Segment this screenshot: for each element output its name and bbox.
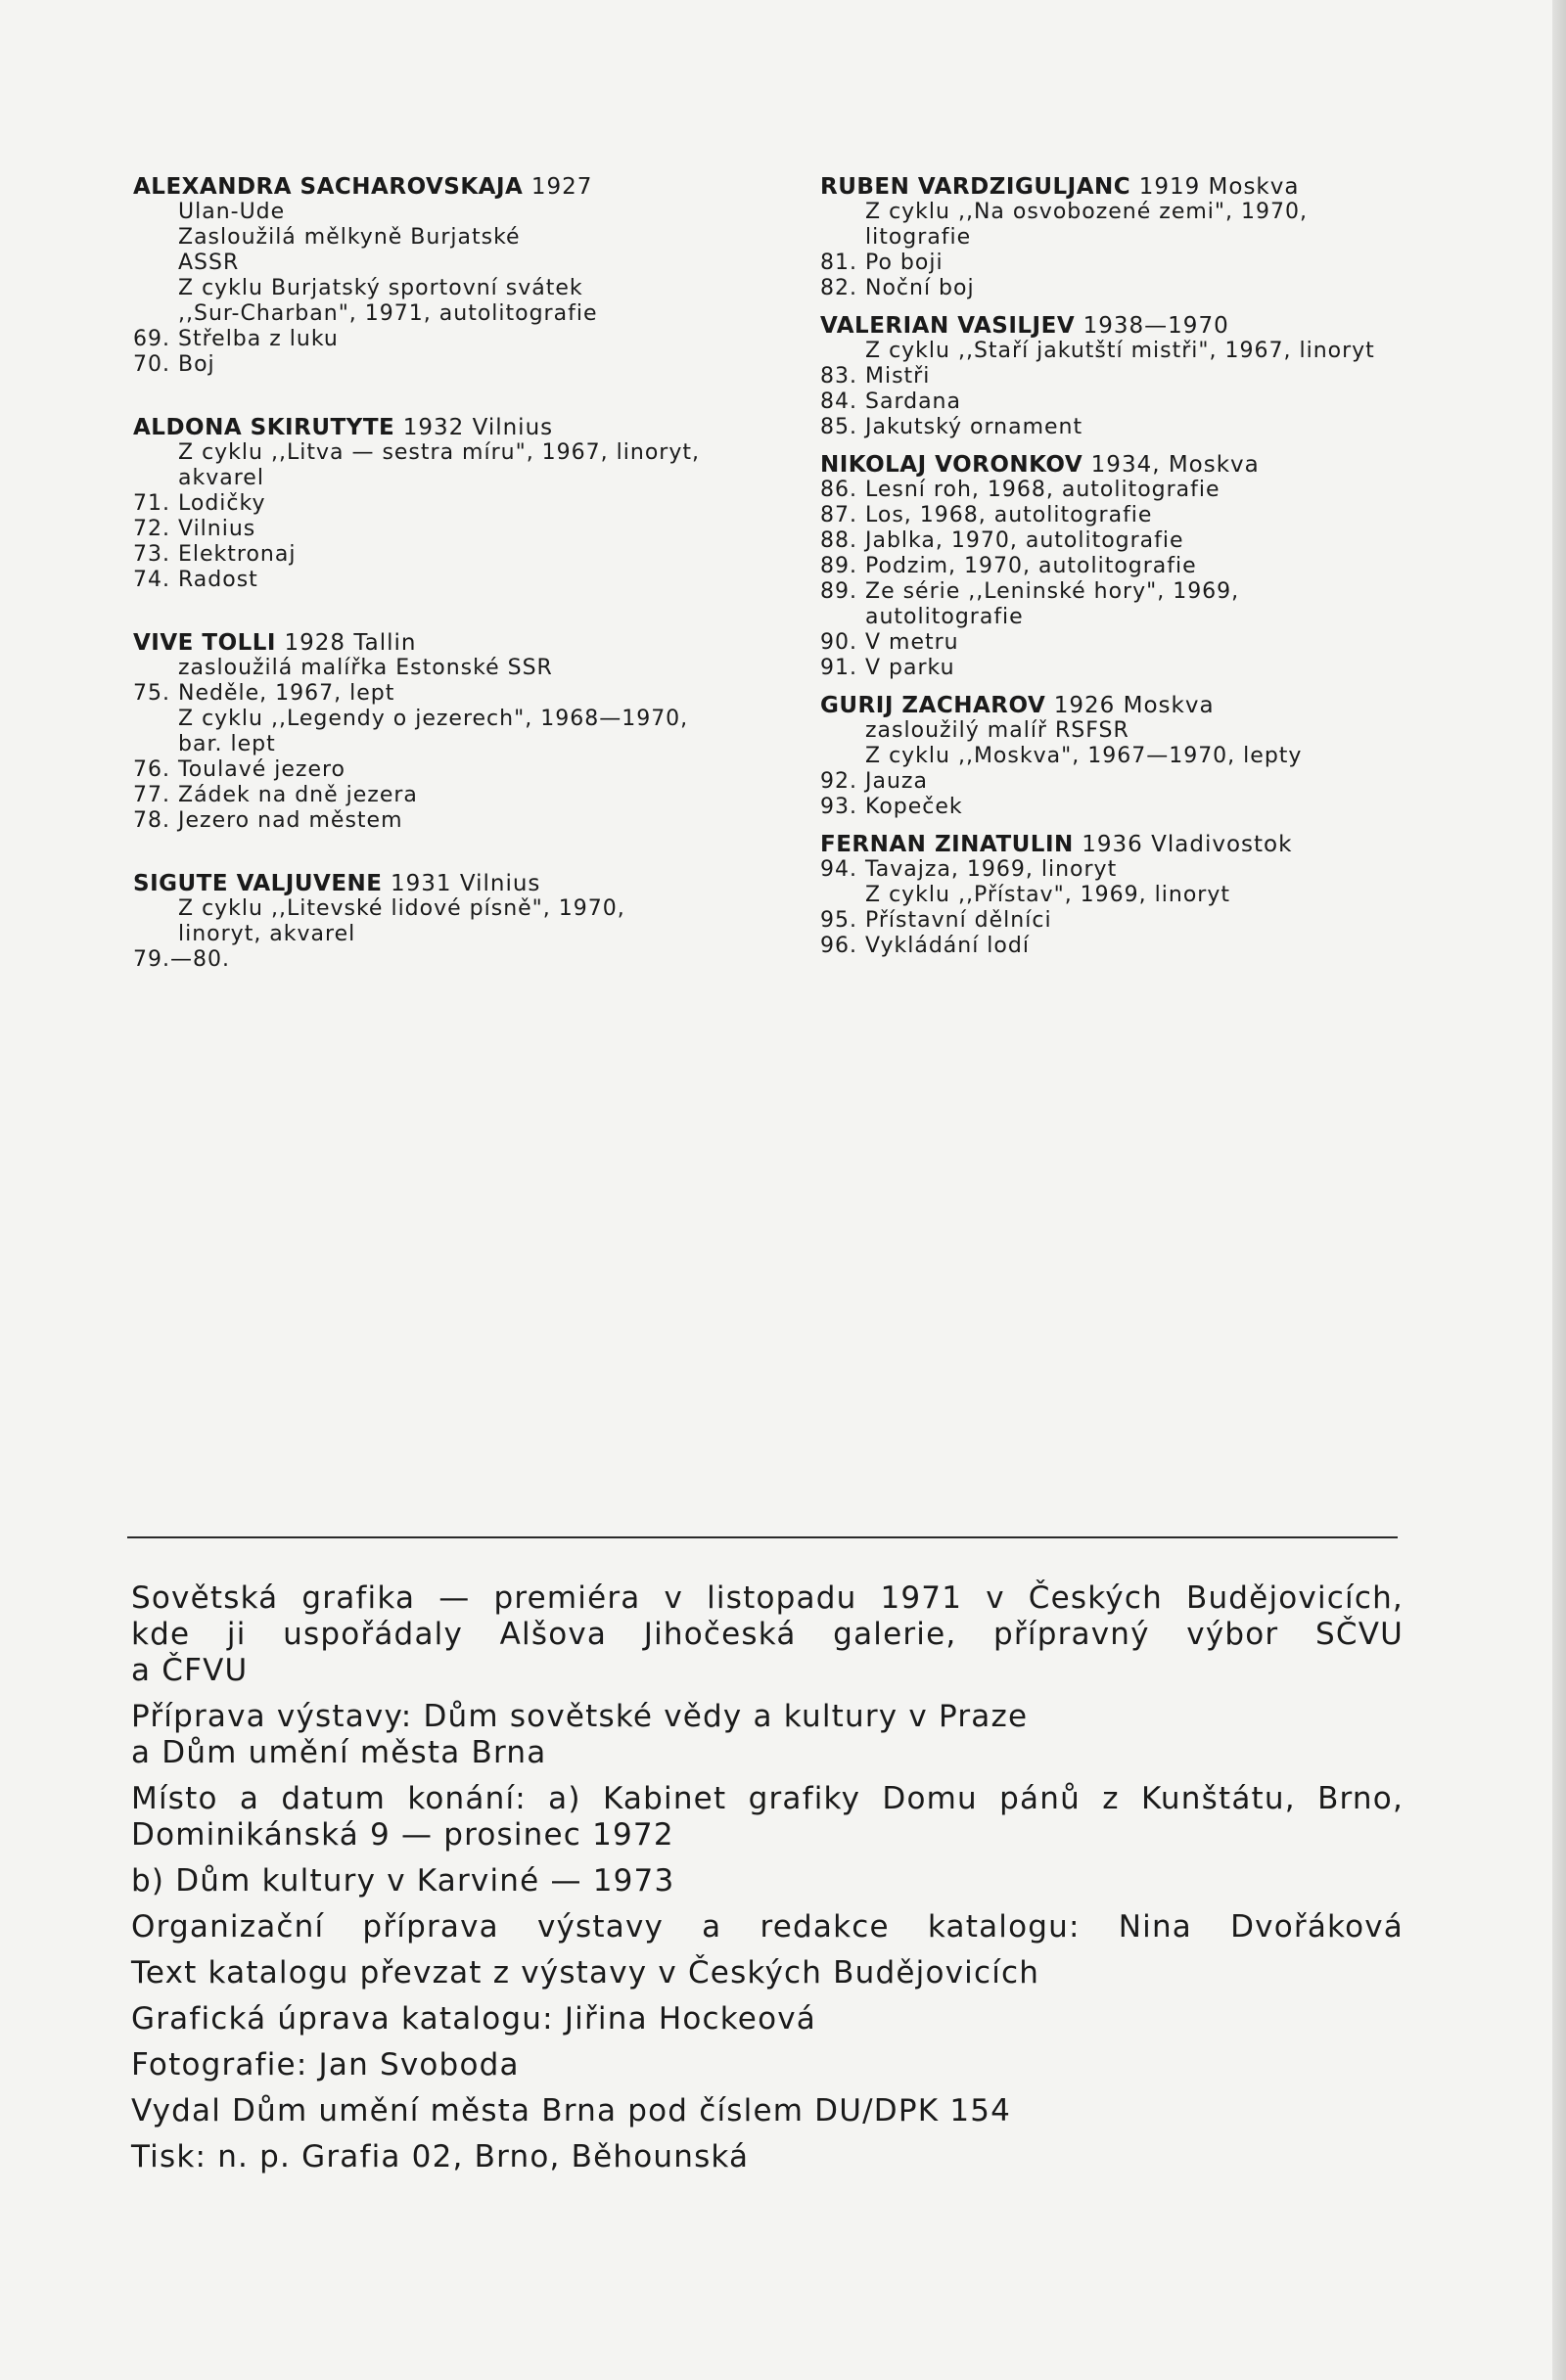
artist-heading	[820, 832, 1505, 857]
work-item	[820, 276, 1505, 301]
work-number	[133, 707, 178, 732]
work-item	[820, 769, 1505, 795]
work-item	[133, 707, 760, 732]
artist-name: FERNAN ZINATULIN	[820, 832, 1074, 857]
work-title: Jezero nad městem	[178, 808, 403, 833]
page-edge	[1552, 0, 1566, 2380]
work-item	[820, 554, 1505, 579]
artist-heading	[820, 693, 1505, 718]
work-number: 73.	[133, 542, 170, 567]
work-title: Střelba z luku	[178, 327, 339, 351]
work-title: Ze série ,,Leninské hory", 1969,	[865, 579, 1240, 604]
colophon-line: Organizační příprava výstavy a redakce katalogu: Nina Dvořáková	[131, 1909, 1404, 1945]
artist-meta: 1931 Vilnius	[391, 871, 541, 896]
artist-name: RUBEN VARDZIGULJANC	[820, 174, 1131, 200]
artist-info-line: Z cyklu ,,Na osvobozené zemi", 1970,	[865, 200, 1308, 224]
work-item	[133, 568, 760, 593]
colophon-line: Sovětská grafika — premiéra v listopadu 1971 v Českých Budějovicích,	[131, 1580, 1404, 1616]
work-title: Z cyklu ,,Legendy o jezerech", 1968—1970,	[178, 707, 689, 731]
artist-entry	[133, 871, 760, 973]
work-title: Sardana	[865, 389, 961, 414]
artist-meta: 1932 Vilnius	[402, 415, 554, 440]
work-title: Jauza	[865, 769, 928, 794]
work-title: Tavajza, 1969, linoryt	[865, 857, 1118, 882]
work-number: 89.	[820, 579, 857, 604]
artist-heading	[820, 452, 1505, 478]
work-title: Mistři	[865, 364, 931, 389]
work-number: 77.	[133, 783, 170, 807]
work-title: Jakutský ornament	[865, 415, 1083, 439]
artist-meta: 1936 Vladivostok	[1082, 832, 1293, 857]
work-number: 93.	[820, 795, 857, 819]
artist-info-line: litografie	[865, 225, 972, 250]
work-item	[133, 681, 760, 707]
artist-info-line: Z cyklu ,,Litevské lidové písně", 1970,	[178, 896, 625, 921]
work-number: 84.	[820, 389, 857, 414]
work-item	[820, 415, 1505, 440]
work-title: Elektronaj	[178, 542, 297, 567]
work-item	[820, 857, 1505, 883]
work-number: 88.	[820, 528, 857, 553]
artist-name: NIKOLAJ VORONKOV	[820, 452, 1083, 478]
work-number: 82.	[820, 276, 857, 300]
artist-info-line: zasloužilý malíř RSFSR	[865, 718, 1129, 743]
catalog-column-right	[820, 174, 1505, 959]
work-number	[820, 883, 865, 908]
work-item	[133, 732, 760, 757]
colophon-line: Místo a datum konání: a) Kabinet grafiky Domu pánů z Kunštátu, Brno,	[131, 1781, 1404, 1816]
work-item	[820, 364, 1505, 389]
work-item	[820, 389, 1505, 415]
artist-entry	[820, 832, 1505, 959]
artist-entry	[820, 313, 1505, 440]
work-title: Lodičky	[178, 491, 266, 516]
work-number: 72.	[133, 517, 170, 541]
artist-name: ALDONA SKIRUTYTE	[133, 415, 395, 440]
work-title: Zádek na dně jezera	[178, 783, 418, 807]
work-item	[820, 630, 1505, 656]
work-title: Vykládání lodí	[865, 934, 1030, 958]
work-number: 90.	[820, 630, 857, 655]
artist-info-line: linoryt, akvarel	[178, 922, 356, 946]
artist-name: VIVE TOLLI	[133, 630, 276, 656]
artist-entry	[820, 174, 1505, 301]
work-title: Kopeček	[865, 795, 963, 819]
work-number	[820, 605, 865, 630]
work-number: 69.	[133, 327, 170, 351]
divider-rule	[127, 1536, 1398, 1538]
work-title: Radost	[178, 568, 258, 592]
work-number: 70.	[133, 352, 170, 377]
colophon-line: Text katalogu převzat z výstavy v Českých Budějovicích	[131, 1955, 1040, 1991]
work-number: 76.	[133, 757, 170, 782]
artist-heading	[820, 174, 1505, 200]
artist-info-line: Ulan-Ude	[178, 200, 286, 224]
artist-info-line: akvarel	[178, 466, 264, 490]
work-number: 83.	[820, 364, 857, 389]
work-item	[133, 757, 760, 783]
work-title: Po boji	[865, 251, 944, 275]
work-item	[820, 883, 1505, 908]
artist-name: GURIJ ZACHAROV	[820, 693, 1046, 718]
work-item	[133, 783, 760, 808]
colophon-line: Příprava výstavy: Dům sovětské vědy a kultury v Praze	[131, 1699, 1029, 1734]
work-title: Lesní roh, 1968, autolitografie	[865, 478, 1221, 502]
artist-info-line: zasloužilá malířka Estonské SSR	[178, 656, 553, 680]
work-number: 95.	[820, 908, 857, 933]
artist-entry	[820, 452, 1505, 681]
work-item	[133, 517, 760, 542]
work-title: Přístavní dělníci	[865, 908, 1052, 933]
work-item	[820, 605, 1505, 630]
artist-entry	[820, 693, 1505, 820]
artist-info-line: Z cyklu ,,Staří jakutští mistři", 1967, linoryt	[865, 339, 1375, 363]
artist-info-line: Z cyklu Burjatský sportovní svátek	[178, 276, 583, 300]
work-number: 71.	[133, 491, 170, 516]
work-number	[133, 732, 178, 757]
artist-info-line: ASSR	[178, 251, 240, 275]
artist-heading	[820, 313, 1505, 339]
artist-info-line: Z cyklu ,,Moskva", 1967—1970, lepty	[865, 744, 1303, 768]
work-item	[133, 808, 760, 834]
work-title: autolitografie	[865, 605, 1024, 629]
work-number: 92.	[820, 769, 857, 794]
artist-heading	[133, 630, 760, 656]
work-title: V metru	[865, 630, 959, 655]
work-number: 79.—80.	[133, 947, 230, 972]
work-item	[133, 352, 760, 378]
colophon-line: Dominikánská 9 — prosinec 1972	[131, 1817, 674, 1853]
colophon-line: a ČFVU	[131, 1653, 249, 1688]
colophon-line: Vydal Dům umění města Brna pod číslem DU/DPK 154	[131, 2093, 1012, 2128]
work-number: 75.	[133, 681, 170, 706]
work-item	[820, 934, 1505, 959]
artist-meta: 1934, Moskva	[1090, 452, 1260, 478]
artist-name: SIGUTE VALJUVENE	[133, 871, 383, 896]
work-title: V parku	[865, 656, 955, 680]
work-number: 74.	[133, 568, 170, 592]
work-item	[820, 251, 1505, 276]
work-item	[820, 528, 1505, 554]
colophon-line: a Dům umění města Brna	[131, 1735, 547, 1770]
artist-entry	[133, 415, 760, 593]
work-title: Neděle, 1967, lept	[178, 681, 395, 706]
work-item	[133, 947, 760, 973]
work-item	[820, 503, 1505, 528]
artist-info-line: Zasloužilá mělkyně Burjatské	[178, 225, 521, 250]
artist-info-line: Z cyklu ,,Litva — sestra míru", 1967, linoryt,	[178, 440, 700, 465]
work-item	[820, 908, 1505, 934]
work-number: 91.	[820, 656, 857, 680]
work-item	[133, 327, 760, 352]
artist-heading	[133, 415, 760, 440]
work-item	[820, 478, 1505, 503]
artist-info-line: ,,Sur-Charban", 1971, autolitografie	[178, 301, 598, 326]
work-title: bar. lept	[178, 732, 276, 756]
work-title: Toulavé jezero	[178, 757, 345, 782]
catalog-column-left	[133, 174, 760, 973]
colophon	[131, 1580, 1404, 2185]
artist-name: ALEXANDRA SACHAROVSKAJA	[133, 174, 524, 200]
colophon-line: Grafická úprava katalogu: Jiřina Hockeová	[131, 2001, 816, 2037]
work-title: Z cyklu ,,Přístav", 1969, linoryt	[865, 883, 1230, 907]
work-number: 78.	[133, 808, 170, 833]
work-title: Vilnius	[178, 517, 256, 541]
artist-meta: 1927	[530, 174, 593, 200]
work-title: Los, 1968, autolitografie	[865, 503, 1153, 527]
colophon-line: kde ji uspořádaly Alšova Jihočeská galerie, přípravný výbor SČVU	[131, 1617, 1404, 1652]
artist-meta: 1926 Moskva	[1053, 693, 1215, 718]
work-title: Boj	[178, 352, 215, 377]
colophon-line: Fotografie: Jan Svoboda	[131, 2047, 520, 2082]
work-number: 81.	[820, 251, 857, 275]
colophon-line: b) Dům kultury v Karviné — 1973	[131, 1863, 675, 1899]
work-item	[820, 656, 1505, 681]
work-number: 87.	[820, 503, 857, 527]
work-item	[133, 542, 760, 568]
artist-name: VALERIAN VASILJEV	[820, 313, 1076, 339]
artist-meta: 1928 Tallin	[284, 630, 417, 656]
work-item	[133, 491, 760, 517]
work-title: Podzim, 1970, autolitografie	[865, 554, 1197, 578]
work-title: Noční boj	[865, 276, 975, 300]
artist-meta: 1919 Moskva	[1138, 174, 1300, 200]
artist-entry	[133, 174, 760, 378]
work-number: 86.	[820, 478, 857, 502]
work-number: 94.	[820, 857, 857, 882]
work-item	[820, 795, 1505, 820]
work-item	[820, 579, 1505, 605]
artist-heading	[133, 871, 760, 896]
artist-entry	[133, 630, 760, 834]
work-number: 85.	[820, 415, 857, 439]
work-title: Jablka, 1970, autolitografie	[865, 528, 1184, 553]
work-number: 89.	[820, 554, 857, 578]
artist-meta: 1938—1970	[1082, 313, 1229, 339]
colophon-line: Tisk: n. p. Grafia 02, Brno, Běhounská	[131, 2139, 750, 2174]
work-number: 96.	[820, 934, 857, 958]
artist-heading	[133, 174, 760, 200]
